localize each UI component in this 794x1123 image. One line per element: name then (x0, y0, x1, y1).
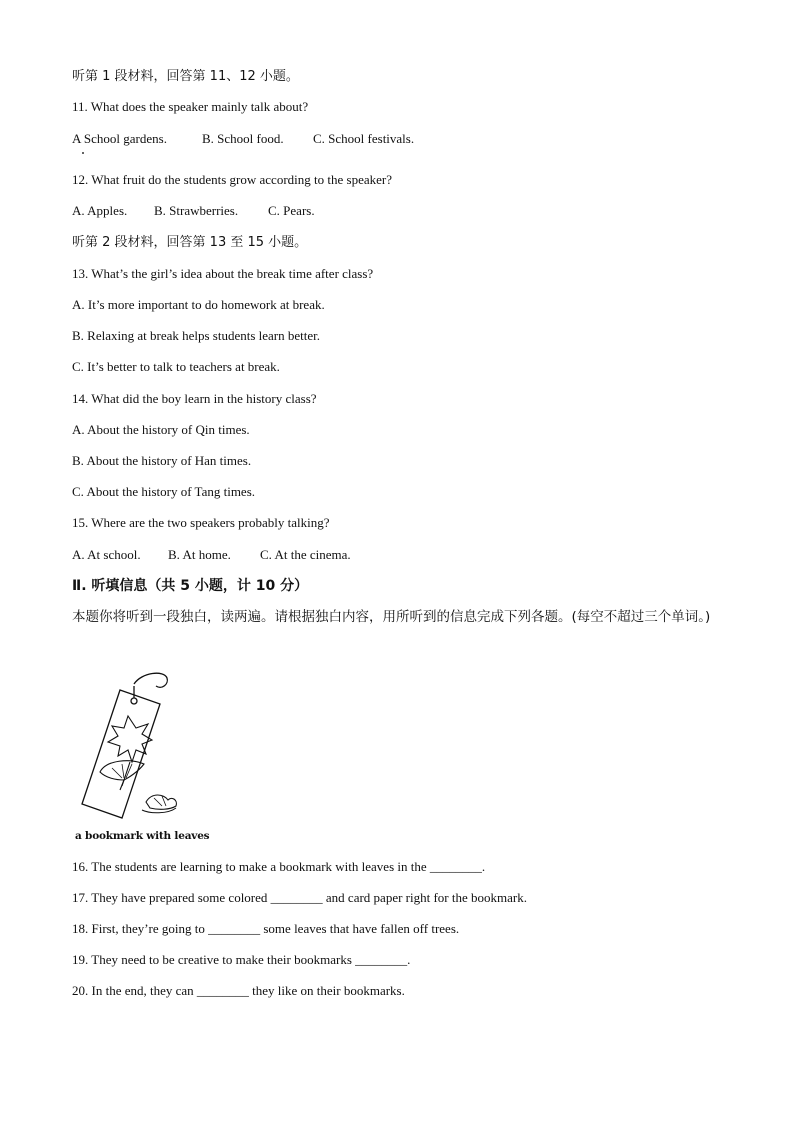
question-13: 13. What’s the girl’s idea about the break time after class? (72, 266, 374, 281)
bookmark-illustration (72, 668, 192, 828)
option-c: C. Pears. (268, 203, 315, 218)
option-c: C. At the cinema. (260, 547, 351, 562)
question-12: 12. What fruit do the students grow according to the speaker? (72, 172, 392, 187)
question-14-option-b: B. About the history of Han times. (72, 453, 252, 468)
image-caption: a bookmark with leaves (75, 830, 210, 842)
question-15-options (72, 546, 351, 564)
question-13-option-b: B. Relaxing at break helps students learn better. (72, 328, 321, 343)
option-b: B. School food. (202, 131, 284, 146)
option-b: B. At home. (168, 547, 231, 562)
maple-leaf-icon (108, 716, 152, 762)
question-18: 18. First, they’re going to ________ some leaves that have fallen off trees. (72, 921, 460, 936)
question-13-option-c: C. It’s better to talk to teachers at break. (72, 359, 280, 374)
question-16: 16. The students are learning to make a bookmark with leaves in the ________. (72, 859, 486, 874)
decorative-dot (82, 152, 84, 154)
fallen-leaf-icon (146, 795, 176, 809)
section-intro-2: 听第 2 段材料，回答第 13 至 15 小题。 (72, 235, 308, 250)
question-14: 14. What did the boy learn in the history class? (72, 391, 317, 406)
section-2-heading: Ⅱ. 听填信息（共 5 小题，计 10 分） (72, 578, 309, 594)
option-a: A. At school. (72, 547, 141, 562)
option-c: C. School festivals. (313, 131, 415, 146)
question-14-option-c: C. About the history of Tang times. (72, 484, 256, 499)
question-13-option-a: A. It’s more important to do homework at break. (72, 297, 325, 312)
section-intro-1: 听第 1 段材料，回答第 11、12 小题。 (72, 69, 299, 84)
option-b: B. Strawberries. (154, 203, 239, 218)
question-11: 11. What does the speaker mainly talk about? (72, 99, 309, 114)
question-12-options (72, 202, 315, 220)
option-a: A School gardens. (72, 131, 167, 146)
bookmark-string-icon (134, 673, 167, 687)
question-14-option-a: A. About the history of Qin times. (72, 422, 250, 437)
question-20: 20. In the end, they can ________ they like on their bookmarks. (72, 983, 405, 998)
section-2-instruction: 本题你将听到一段独白，读两遍。请根据独白内容，用所听到的信息完成下列各题。(每空不超过三个单词。) (72, 609, 711, 625)
question-17: 17. They have prepared some colored ________ and card paper right for the bookmark. (72, 890, 527, 905)
question-11-options (72, 130, 414, 148)
question-19: 19. They need to be creative to make their bookmarks ________. (72, 952, 411, 967)
question-15: 15. Where are the two speakers probably talking? (72, 515, 330, 530)
option-a: A. Apples. (72, 203, 128, 218)
